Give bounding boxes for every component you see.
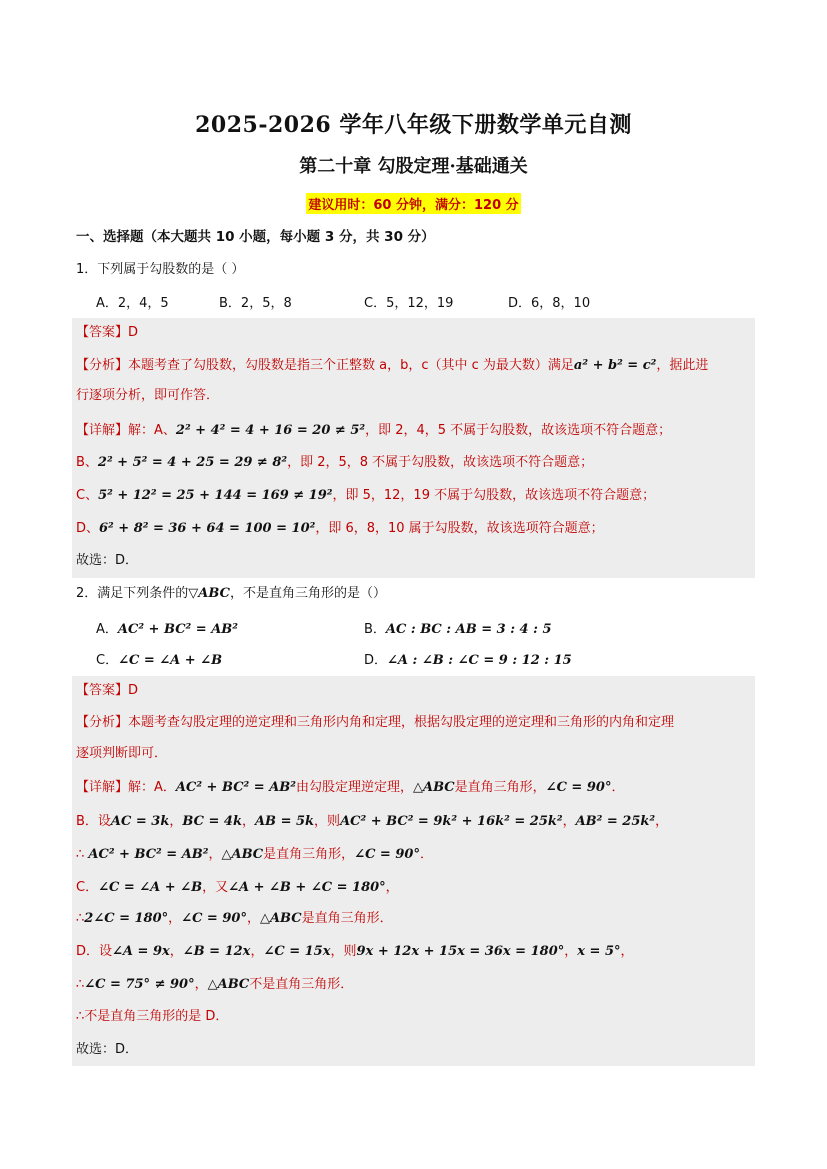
q2-d4-prefix: C．	[76, 880, 99, 895]
q2-d6-formula4: 9x + 12x + 15x = 36x = 180°	[356, 944, 565, 959]
q1-detail-c-prefix: C、	[76, 488, 99, 503]
page-title: 2025-2026 学年八年级下册数学单元自测	[195, 112, 632, 138]
q2-d6-formula2: ∠B = 12x	[182, 944, 251, 959]
q2-d1-text2: 是直角三角形，	[454, 780, 546, 795]
q2-d1-formula1: AC² + BC² = AB²	[175, 780, 296, 795]
q2-detail-4	[76, 878, 399, 898]
q2-option-c-label: C．	[96, 653, 119, 668]
q2-d3-formula2: △ABC	[221, 847, 264, 862]
q2-d1-formula2: △ABC	[412, 780, 455, 795]
q2-d7-prefix: ∴	[76, 977, 85, 992]
q2-d1-end: ．	[611, 780, 625, 795]
q2-d3-formula3: ∠C = 90°	[354, 847, 420, 862]
q1-detail-a	[76, 421, 671, 441]
q2-analysis-line1: 【分析】本题考查勾股定理的逆定理和三角形内角和定理，根据勾股定理的逆定理和三角形的内角和定理	[76, 715, 675, 730]
q2-d6-formula5: x = 5°	[577, 944, 621, 959]
q2-d1-formula3: ∠C = 90°	[545, 780, 612, 795]
q2-d2-formula4: AC² + BC² = 9k² + 16k² = 25k²	[340, 814, 563, 829]
q2-d4-formula1: ∠C = ∠A + ∠B	[98, 880, 203, 895]
q1-conclusion: 故选：D．	[76, 553, 139, 568]
q2-d2-sep2: ，	[241, 814, 255, 829]
q2-d6-sep1: ，	[169, 944, 183, 959]
q2-d3-text: 是直角三角形，	[263, 847, 355, 862]
q2-detail-1	[76, 778, 624, 798]
time-info-row	[0, 193, 827, 214]
q2-option-b-formula: AC : BC : AB = 3 : 4 : 5	[385, 622, 552, 637]
q2-option-b	[364, 618, 552, 637]
q2-d4-text: ，又	[202, 880, 229, 895]
q2-d2-formula3: AB = 5k	[254, 814, 315, 829]
q2-d4-formula2: ∠A + ∠B + ∠C = 180°	[228, 880, 386, 895]
q2-option-d-label: D．	[364, 653, 388, 668]
q2-detail-8: ∴不是直角三角形的是 D．	[76, 1009, 229, 1024]
q1-option-a: A．2，4，5	[96, 296, 169, 311]
q2-d5-formula3: △ABC	[259, 911, 302, 926]
q2-detail-3	[76, 845, 433, 865]
q1-detail-prefix: 【详解】解：A、	[76, 423, 176, 438]
q1-detail-d-text: ，即 6，8，10 属于勾股数，故该选项符合题意；	[315, 521, 604, 536]
q1-answer: 【答案】D	[76, 325, 139, 340]
q2-d5-sep1: ，	[168, 911, 182, 926]
q2-option-d-formula: ∠A : ∠B : ∠C = 9 : 12 : 15	[387, 653, 572, 668]
q1-detail-b-prefix: B、	[76, 455, 98, 470]
q2-d7-sep: ，	[194, 977, 208, 992]
q2-stem-tail: ，不是直角三角形的是（）	[229, 586, 386, 601]
q2-d3-sep: ，	[208, 847, 222, 862]
q2-detail-6	[76, 942, 634, 962]
q2-stem-triangle: ▽ABC	[188, 586, 230, 601]
q2-d5-formula2: ∠C = 90°	[181, 911, 247, 926]
q2-d6-prefix: D．设	[76, 944, 113, 959]
q2-d2-end: ，	[655, 814, 669, 829]
q2-d3-end: ．	[419, 847, 433, 862]
q2-d6-sep3: ，	[564, 944, 578, 959]
q1-analysis-tail: ，据此进	[656, 358, 709, 373]
question-1-stem: 1．下列属于勾股数的是（ ）	[76, 262, 245, 277]
q1-analysis-line2: 行逐项分析，即可作答．	[76, 388, 220, 403]
q2-d5-text: 是直角三角形．	[301, 911, 393, 926]
q2-d4-end: ，	[385, 880, 399, 895]
q1-detail-b	[76, 453, 593, 473]
q2-d2-text: ，则	[314, 814, 341, 829]
q2-option-b-label: B．	[364, 622, 386, 637]
q2-conclusion: 故选：D．	[76, 1042, 139, 1057]
time-info-highlight: 建议用时：60 分钟，满分：120 分	[306, 193, 520, 214]
q2-d5-sep2: ，	[246, 911, 260, 926]
q1-option-c: C．5，12，19	[364, 296, 454, 311]
q2-d1-text1: 由勾股定理逆定理，	[295, 780, 413, 795]
q1-detail-d	[76, 519, 604, 539]
q2-option-a-label: A．	[96, 622, 118, 637]
q2-answer: 【答案】D	[76, 683, 139, 698]
q1-analysis-text: 【分析】本题考查了勾股数，勾股数是指三个正整数 a，b，c（其中 c 为最大数）满足	[76, 358, 574, 373]
chapter-subtitle: 第二十章 勾股定理·基础通关	[299, 156, 528, 177]
q2-d5-formula1: 2∠C = 180°	[84, 911, 169, 926]
q2-d6-formula3: ∠C = 15x	[263, 944, 331, 959]
q2-d2-formula2: BC = 4k	[182, 814, 242, 829]
q2-d1-prefix: 【详解】解：A．	[76, 780, 176, 795]
q1-detail-b-text: ，即 2，5，8 不属于勾股数，故该选项不符合题意；	[287, 455, 594, 470]
q1-detail-b-formula: 2² + 5² = 4 + 25 = 29 ≠ 8²	[97, 455, 288, 470]
q1-detail-d-formula: 6² + 8² = 36 + 64 = 100 = 10²	[99, 521, 316, 536]
q2-detail-2	[76, 812, 668, 832]
q1-option-d: D．6，8，10	[508, 296, 591, 311]
q2-detail-5	[76, 909, 393, 929]
q1-analysis-formula: a² + b² = c²	[573, 358, 657, 373]
q1-detail-c-formula: 5² + 12² = 25 + 144 = 169 ≠ 19²	[98, 488, 333, 503]
q2-d2-sep3: ，	[562, 814, 576, 829]
q1-detail-c	[76, 486, 655, 506]
q2-stem-text: 2．满足下列条件的	[76, 586, 189, 601]
section-heading: 一、选择题（本大题共 10 小题，每小题 3 分，共 30 分）	[76, 229, 435, 245]
q2-d7-text: 不是直角三角形．	[249, 977, 354, 992]
q2-option-c	[96, 649, 222, 668]
q2-d2-prefix: B．设	[76, 814, 111, 829]
q1-analysis-line1	[76, 356, 708, 376]
q2-detail-7	[76, 975, 353, 995]
q2-option-a-formula: AC² + BC² = AB²	[117, 622, 238, 637]
q2-d6-formula1: ∠A = 9x	[112, 944, 170, 959]
q1-detail-c-text: ，即 5，12，19 不属于勾股数，故该选项不符合题意；	[332, 488, 656, 503]
q2-d6-text: ，则	[330, 944, 357, 959]
q2-d2-formula1: AC = 3k	[110, 814, 170, 829]
q2-option-a	[96, 618, 238, 637]
q1-detail-a-formula: 2² + 4² = 4 + 16 = 20 ≠ 5²	[175, 423, 366, 438]
q2-d3-formula1: AC² + BC² = AB²	[88, 847, 209, 862]
q2-option-c-formula: ∠C = ∠A + ∠B	[118, 653, 223, 668]
q2-d2-sep1: ，	[169, 814, 183, 829]
question-2-stem	[76, 584, 386, 604]
q1-option-b: B．2，5，8	[219, 296, 292, 311]
q2-d6-sep2: ，	[250, 944, 264, 959]
q2-d3-prefix: ∴	[76, 847, 89, 862]
q2-d5-prefix: ∴	[76, 911, 85, 926]
q2-d7-formula1: ∠C = 75° ≠ 90°	[84, 977, 195, 992]
q2-analysis-line2: 逐项判断即可．	[76, 746, 168, 761]
q2-d2-formula5: AB² = 25k²	[575, 814, 656, 829]
q2-option-d	[364, 649, 572, 668]
q1-detail-d-prefix: D、	[76, 521, 100, 536]
q2-d7-formula2: △ABC	[207, 977, 250, 992]
q1-detail-a-text: ，即 2，4，5 不属于勾股数，故该选项不符合题意；	[365, 423, 672, 438]
q2-d6-end: ，	[620, 944, 634, 959]
